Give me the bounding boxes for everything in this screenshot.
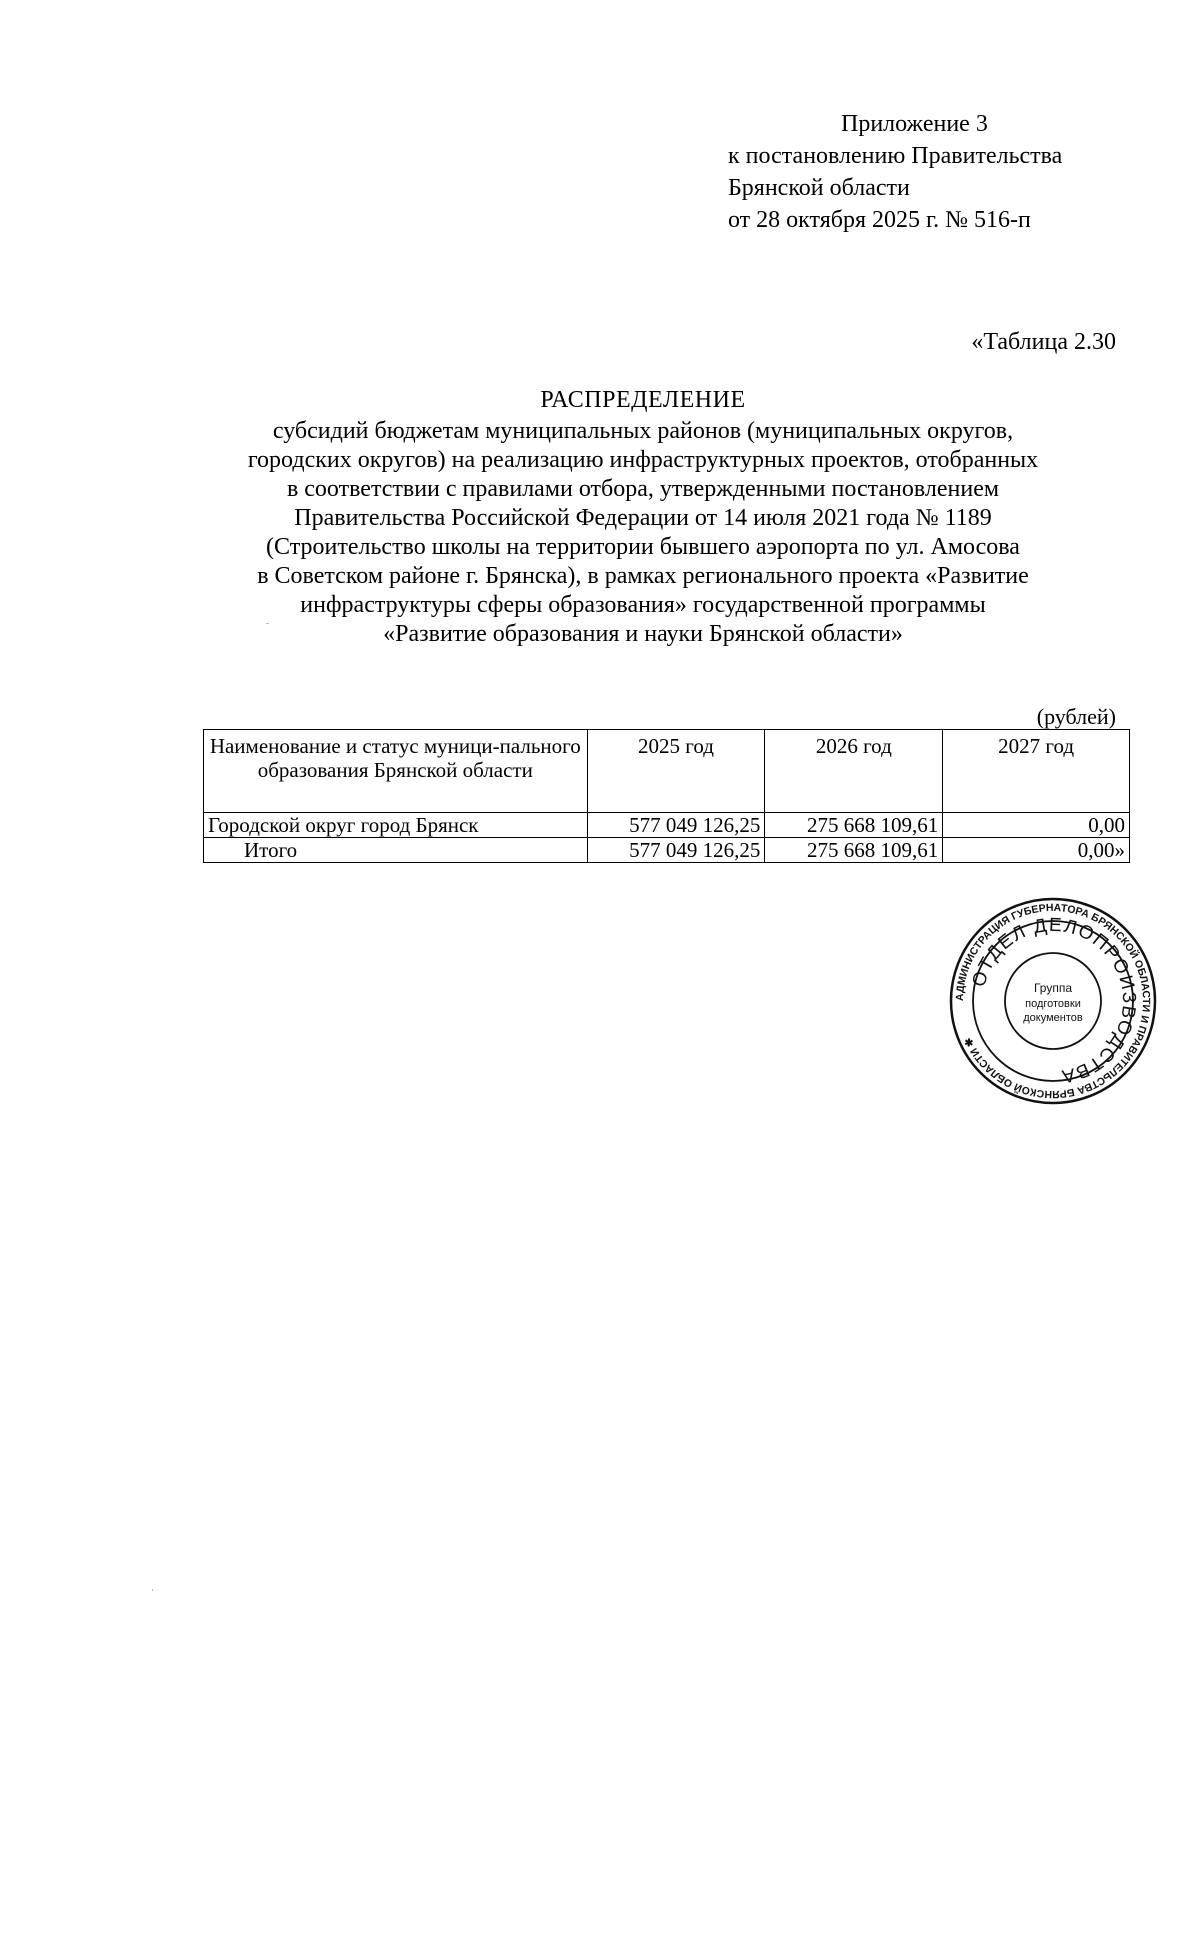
title-line: (Строительство школы на территории бывшего аэропорта по ул. Амосова <box>266 534 1020 560</box>
stamp-center-line: подготовки <box>1025 998 1081 1010</box>
title-line: городских округов) на реализацию инфраструктурных проектов, отобранных <box>247 447 1039 473</box>
units-label: (рублей) <box>1036 704 1116 729</box>
stamp-outer-text: АДМИНИСТРАЦИЯ ГУБЕРНАТОРА БРЯНСКОЙ ОБЛАСТИ И ПРАВИТЕЛЬСТВА БРЯНСКОЙ ОБЛАСТИ ✱ <box>953 901 1153 1101</box>
document-title <box>190 386 1096 649</box>
total-2025: 577 049 126,25 <box>587 838 765 863</box>
municipality-name: Городской округ город Брянск <box>204 813 588 838</box>
appendix-date-number: от 28 октября 2025 г. № 516-п <box>728 207 1031 233</box>
table-header-row <box>204 730 1130 813</box>
column-header-2027: 2027 год <box>943 730 1130 813</box>
amount-2026: 275 668 109,61 <box>765 813 943 838</box>
table-total-row <box>204 838 1130 863</box>
title-line: в Советском районе г. Брянска), в рамках регионального проекта «Развитие <box>257 563 1029 589</box>
amount-2025: 577 049 126,25 <box>587 813 765 838</box>
column-header-2025: 2025 год <box>587 730 765 813</box>
stamp-center-line: Группа <box>1033 981 1073 995</box>
appendix-region: Брянской области <box>728 175 910 201</box>
appendix-header <box>728 108 1062 236</box>
title-line: субсидий бюджетам муниципальных районов (муниципальных округов, <box>272 418 1014 444</box>
scan-speck <box>266 623 269 624</box>
column-header-name: Наименование и статус муници-пального образования Брянской области <box>204 730 588 813</box>
title-line: «Развитие образования и науки Брянской области» <box>383 621 903 647</box>
stamp-center-line: документов <box>1023 1012 1083 1024</box>
amount-2027: 0,00 <box>943 813 1130 838</box>
total-2026: 275 668 109,61 <box>765 838 943 863</box>
total-label: Итого <box>204 838 588 863</box>
scan-speck <box>152 1589 153 1591</box>
column-header-2026: 2026 год <box>765 730 943 813</box>
total-2027: 0,00» <box>943 838 1130 863</box>
title-line: Правительства Российской Федерации от 14 июля 2021 года № 1189 <box>294 505 992 531</box>
title-heading: РАСПРЕДЕЛЕНИЕ <box>540 387 746 413</box>
appendix-number: Приложение 3 <box>841 111 988 137</box>
title-line: инфраструктуры сферы образования» государственной программы <box>300 592 986 618</box>
office-stamp <box>948 896 1158 1106</box>
distribution-table <box>203 729 1130 863</box>
appendix-resolution-ref: к постановлению Правительства <box>728 143 1063 169</box>
table-row <box>204 813 1130 838</box>
stamp-middle-text: ОТДЕЛ ДЕЛОПРОИЗВОДСТВА <box>968 914 1140 1087</box>
table-label: «Таблица 2.30 <box>971 329 1116 355</box>
title-line: в соответствии с правилами отбора, утвержденными постановлением <box>286 476 1000 502</box>
